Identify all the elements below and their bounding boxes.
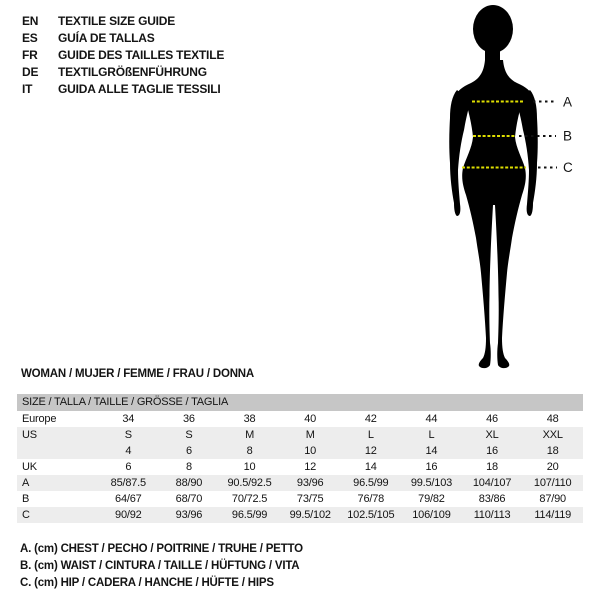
- size-cell: M: [245, 429, 255, 441]
- size-cell: 104/107: [472, 477, 512, 489]
- size-cell: S: [185, 429, 193, 441]
- size-cell: 68/70: [175, 493, 203, 505]
- language-code: ES: [22, 31, 38, 45]
- size-cell: 18: [486, 461, 498, 473]
- size-cell: 114/119: [534, 509, 572, 521]
- size-cell: 16: [425, 461, 438, 473]
- row-label: A: [22, 477, 30, 489]
- size-table-row-us-numeric: [17, 443, 583, 459]
- language-label: TEXTILE SIZE GUIDE: [58, 14, 176, 28]
- size-cell: 102.5/105: [347, 509, 395, 521]
- size-cell: 4: [125, 445, 132, 457]
- size-cell: 40: [304, 413, 317, 425]
- woman-silhouette: [449, 5, 538, 368]
- row-label: UK: [22, 461, 37, 473]
- size-table: [17, 394, 583, 523]
- size-cell: 79/82: [418, 493, 445, 505]
- size-cell: 42: [364, 413, 377, 425]
- size-cell: 14: [364, 461, 377, 473]
- size-cell: 46: [486, 413, 498, 425]
- row-label: B: [22, 493, 30, 505]
- language-row-de: [22, 64, 224, 81]
- size-cell: 8: [185, 461, 192, 473]
- size-cell: 93/96: [296, 477, 324, 489]
- size-cell: 96.5/99: [353, 477, 389, 489]
- size-cell: 12: [304, 461, 317, 473]
- row-label: Europe: [22, 413, 57, 425]
- size-cell: 85/87.5: [110, 477, 146, 489]
- language-row-es: [22, 30, 224, 47]
- size-cell: 83/86: [478, 493, 506, 505]
- size-cell: 38: [243, 413, 256, 425]
- size-table-row-hip: [17, 507, 583, 523]
- measure-label-a: A: [563, 94, 573, 110]
- language-row-it: [22, 81, 224, 98]
- legend-chest: A. (cm) CHEST / PECHO / POITRINE / TRUHE / PETTO: [20, 543, 303, 555]
- size-cell: 106/109: [412, 509, 451, 521]
- size-table-row-uk: [17, 459, 583, 475]
- size-cell: 12: [364, 445, 377, 457]
- size-cell: S: [124, 429, 132, 441]
- size-cell: 93/96: [175, 509, 203, 521]
- legend-hip: C. (cm) HIP / CADERA / HANCHE / HÜFTE / HIPS: [20, 577, 274, 589]
- language-label: GUIDA ALLE TAGLIE TESSILI: [58, 82, 221, 96]
- size-cell: 6: [185, 445, 192, 457]
- size-cell: 96.5/99: [231, 509, 268, 521]
- size-cell: L: [428, 429, 435, 441]
- language-code: FR: [22, 48, 38, 62]
- measure-label-b: B: [563, 128, 573, 144]
- size-cell: 10: [243, 461, 256, 473]
- size-cell: 99.5/103: [410, 477, 453, 489]
- size-cell: M: [305, 429, 315, 441]
- legend-waist: B. (cm) WAIST / CINTURA / TAILLE / HÜFTUNG / VITA: [20, 560, 300, 572]
- measurement-legend: [20, 541, 303, 592]
- measure-label-c: C: [563, 160, 573, 175]
- size-cell: 90.5/92.5: [227, 477, 272, 489]
- row-label: US: [22, 429, 37, 441]
- size-cell: 64/67: [115, 493, 142, 505]
- size-cell: 107/110: [533, 477, 572, 489]
- language-row-en: [22, 13, 224, 30]
- woman-silhouette-figure: [437, 0, 587, 376]
- language-row-fr: [22, 47, 224, 64]
- size-cell: 88/90: [175, 477, 203, 489]
- language-code: EN: [22, 14, 39, 28]
- size-cell: 20: [546, 461, 559, 473]
- size-cell: 34: [122, 413, 135, 425]
- size-cell: 36: [183, 413, 195, 425]
- size-cell: 6: [125, 461, 132, 473]
- size-cell: 44: [425, 413, 438, 425]
- size-table-row-waist: [17, 491, 583, 507]
- language-code: DE: [22, 65, 39, 79]
- size-table-row-us-letter: [17, 427, 583, 443]
- size-cell: 48: [546, 413, 559, 425]
- size-cell: 18: [546, 445, 559, 457]
- size-cell: XL: [485, 429, 499, 441]
- language-label: TEXTILGRÖßENFÜHRUNG: [58, 65, 207, 79]
- size-cell: 16: [486, 445, 498, 457]
- row-label: C: [22, 509, 30, 521]
- size-cell: 76/78: [357, 493, 385, 505]
- language-label: GUIDE DES TAILLES TEXTILE: [58, 48, 225, 62]
- size-cell: 73/75: [296, 493, 324, 505]
- size-cell: 99.5/102: [289, 509, 331, 521]
- size-table-row-europe: [17, 411, 583, 427]
- size-cell: L: [367, 429, 374, 441]
- size-cell: 70/72.5: [231, 493, 268, 505]
- language-list: [22, 13, 224, 98]
- size-cell: 10: [304, 445, 317, 457]
- size-table-header: SIZE / TALLA / TAILLE / GRÖSSE / TAGLIA: [17, 394, 583, 411]
- size-cell: 90/92: [115, 509, 142, 521]
- section-title: WOMAN / MUJER / FEMME / FRAU / DONNA: [21, 368, 255, 380]
- row-label: [17, 443, 98, 459]
- language-label: GUÍA DE TALLAS: [58, 31, 155, 45]
- size-cell: 8: [246, 445, 253, 457]
- size-cell: XXL: [542, 429, 563, 441]
- language-code: IT: [22, 82, 33, 96]
- size-table-row-chest: [17, 475, 583, 491]
- size-cell: 87/90: [539, 493, 566, 505]
- size-cell: 110/113: [473, 509, 511, 521]
- size-cell: 14: [425, 445, 438, 457]
